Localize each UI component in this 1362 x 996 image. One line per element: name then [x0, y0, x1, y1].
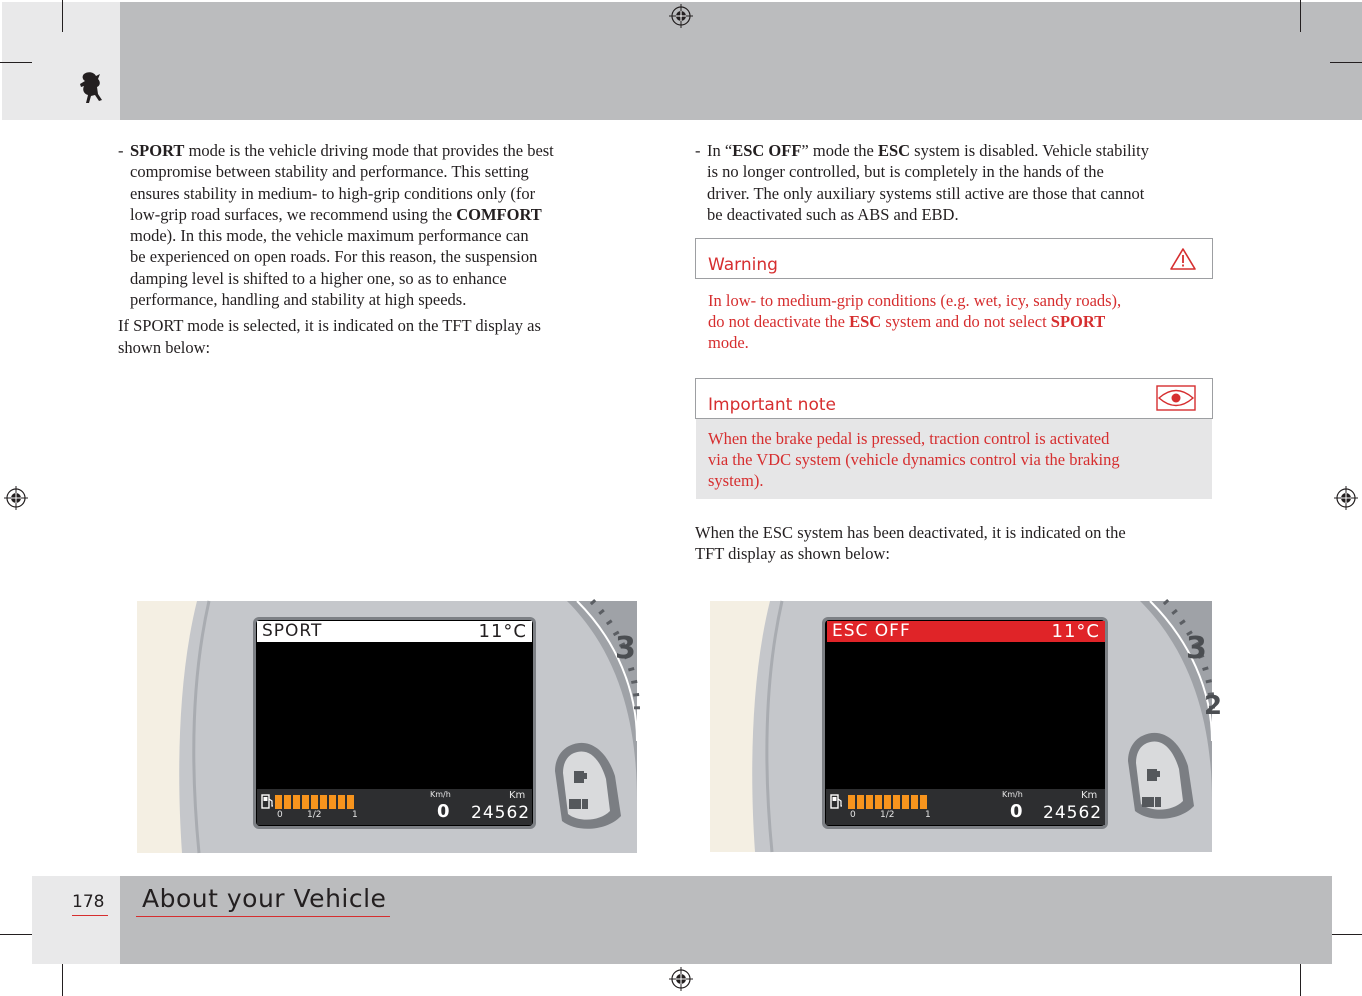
tft-display-esc-off	[710, 601, 1223, 852]
bullet-dash: -	[695, 141, 701, 160]
esc-off-term: ESC OFF	[732, 141, 802, 160]
text-span: In “	[707, 141, 733, 160]
left-column	[118, 140, 638, 358]
esc-indicated-paragraph	[695, 522, 1215, 565]
fuel-gauge	[275, 795, 354, 809]
important-note-body	[696, 419, 1212, 499]
crop-mark	[1330, 62, 1362, 63]
text-line: compromise between stability and performance. This setting	[130, 162, 529, 182]
text-line: mode.	[708, 333, 749, 352]
esc-off-paragraph	[695, 140, 1215, 225]
odometer-unit: Km	[1081, 790, 1098, 801]
text-line: system).	[708, 471, 764, 490]
page-number-underline	[72, 915, 108, 916]
fuel-scale-label: 1	[352, 810, 358, 820]
speed-value: 0	[1010, 801, 1023, 822]
crop-mark	[62, 0, 63, 32]
crop-mark	[1330, 934, 1362, 935]
sport-mode-paragraph	[118, 140, 638, 310]
text-span: system and do not select	[881, 312, 1051, 331]
text-line: be experienced on open roads. For this reason, the suspension	[130, 247, 538, 267]
tft-status-bar	[826, 789, 1105, 825]
text-line	[130, 204, 638, 225]
important-note-text	[708, 428, 1203, 491]
dial-number: 3	[1186, 631, 1207, 666]
text-line: shown below:	[118, 337, 211, 357]
fuel-pump-icon	[830, 793, 843, 809]
text-line: ensures stability in medium- to high-grip conditions only (for	[130, 183, 536, 203]
right-column	[695, 140, 1215, 225]
sport-indicated-paragraph	[118, 315, 638, 358]
fuel-scale-label: 1	[925, 810, 931, 820]
tft-status-bar	[257, 789, 532, 825]
warning-body	[708, 290, 1208, 353]
text-line: damping level is shifted to a higher one, so as to enhance	[130, 268, 507, 288]
text-line: is no longer controlled, but is completely in the hands of the	[707, 162, 1104, 182]
text-span: do not deactivate the	[708, 312, 850, 331]
fuel-gauge	[848, 795, 927, 809]
crop-mark	[1300, 0, 1301, 32]
tft-display-sport	[137, 601, 637, 853]
dial-number: 3	[615, 631, 636, 666]
tft-temperature: 11°C	[478, 621, 527, 642]
text-line	[130, 140, 638, 161]
registration-mark-icon	[669, 967, 693, 991]
text-line	[708, 311, 1208, 332]
odometer-unit: Km	[509, 790, 526, 801]
fuel-scale-label: 1/2	[307, 810, 322, 820]
important-note-header	[695, 378, 1213, 419]
tft-mode-header	[827, 621, 1105, 642]
text-span: system is disabled. Vehicle stability	[910, 141, 1149, 160]
text-span: ” mode the	[801, 141, 878, 160]
esc-term: ESC	[877, 141, 911, 160]
crop-mark	[0, 62, 32, 63]
prancing-horse-icon	[76, 70, 106, 108]
page-number: 178	[72, 892, 105, 912]
dial-number: 2	[1204, 691, 1223, 721]
text-line: driver. The only auxiliary systems still active are those that cannot	[707, 183, 1145, 203]
text-line: When the brake pedal is pressed, traction control is activated	[708, 429, 1110, 448]
speed-unit: Km/h	[430, 790, 451, 799]
text-line: If SPORT mode is selected, it is indicated on the TFT display as	[118, 316, 541, 336]
tft-mode-header	[257, 621, 532, 642]
odometer-value: 24562	[1043, 803, 1103, 823]
crop-mark	[1300, 964, 1301, 996]
warning-title: Warning	[708, 255, 778, 275]
section-title: About your Vehicle	[142, 884, 387, 913]
text-line: In low- to medium-grip conditions (e.g. wet, icy, sandy roads),	[708, 291, 1122, 310]
speed-unit: Km/h	[1002, 790, 1023, 799]
eye-icon	[1156, 385, 1196, 411]
tft-temperature: 11°C	[1051, 621, 1100, 642]
tft-mode-label: ESC OFF	[832, 621, 911, 641]
registration-mark-icon	[1334, 486, 1358, 510]
text-line: performance, handling and stability at high speeds.	[130, 290, 467, 310]
bullet-dash: -	[118, 141, 124, 160]
tft-mode-label: SPORT	[262, 621, 323, 641]
fuel-scale-label: 0	[277, 810, 283, 820]
text-line	[707, 140, 1215, 161]
crop-mark	[62, 964, 63, 996]
speed-value: 0	[437, 801, 450, 822]
text-line: be deactivated such as ABS and EBD.	[707, 204, 959, 224]
header-band	[120, 2, 1362, 120]
text-line: When the ESC system has been deactivated, it is indicated on the	[695, 523, 1126, 542]
odometer-value: 24562	[471, 803, 531, 823]
crop-mark	[0, 934, 32, 935]
fuel-scale-label: 0	[850, 810, 856, 820]
registration-mark-icon	[4, 486, 28, 510]
section-title-underline	[136, 916, 390, 917]
sport-term: SPORT	[130, 141, 185, 160]
sport-term: SPORT	[1050, 312, 1106, 331]
text-line: mode). In this mode, the vehicle maximum performance can	[130, 226, 529, 246]
important-note-title: Important note	[708, 395, 836, 415]
fuel-pump-icon	[261, 793, 274, 809]
text-line: via the VDC system (vehicle dynamics control via the braking	[708, 450, 1120, 469]
comfort-term: COMFORT	[456, 204, 542, 224]
registration-mark-icon	[669, 4, 693, 28]
footer-left-block	[32, 876, 120, 964]
text-span: low-grip road surfaces, we recommend using the	[130, 204, 457, 224]
fuel-scale-label: 1/2	[880, 810, 895, 820]
warning-box-header	[695, 238, 1213, 279]
warning-triangle-icon	[1170, 248, 1196, 270]
esc-term: ESC	[849, 312, 882, 331]
text-line: TFT display as shown below:	[695, 544, 890, 564]
text-span: mode is the vehicle driving mode that provides the best	[184, 141, 554, 160]
